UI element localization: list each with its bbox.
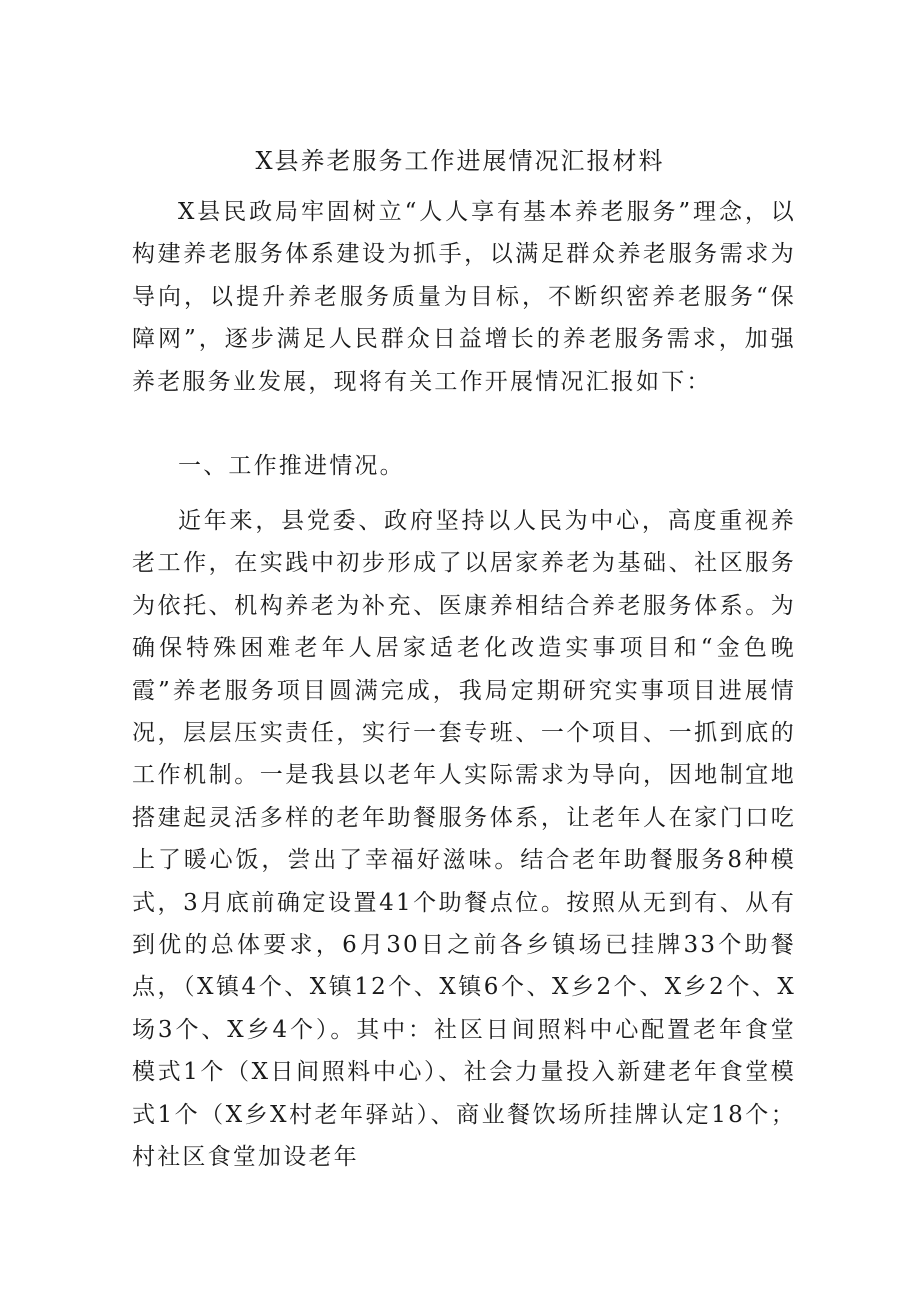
paragraph-work-progress: 近年来，县党委、政府坚持以人民为中心，高度重视养老工作，在实践中初步形成了以居家养老为基础、社区服务为依托、机构养老为补充、医康养相结合养老服务体系。为确保特殊困难老年人居家适老化改造实事项目和“金色晚霞”养老服务项目圆满完成，我局定期研究实事项目进展情况，层层压实责任，实行一套专班、一个项目、一抓到底的工作机制。一是我县以老年人实际需求为导向，因地制宜地搭建起灵活多样的老年助餐服务体系，让老年人在家门口吃上了暖心饭，尝出了幸福好滋味。结合老年助餐服务8种模式，3月底前确定设置41个助餐点位。按照从无到有、从有到优的总体要求，6月30日之前各乡镇场已挂牌33个助餐点，（X镇4个、X镇12个、X镇6个、X乡2个、X乡2个、X场3个、X乡4个）。其中：社区日间照料中心配置老年食堂模式1个（X日间照料中心）、社会力量投入新建老年食堂模式1个（X乡X村老年驿站）、商业餐饮场所挂牌认定18个；村社区食堂加设老年	[132, 508, 796, 1171]
section-heading-work-progress: 一、工作推进情况。	[178, 453, 405, 479]
document-title: X县养老服务工作进展情况汇报材料	[255, 147, 665, 175]
paragraph-intro: X县民政局牢固树立“人人享有基本养老服务”理念，以构建养老服务体系建设为抓手，以满足群众养老服务需求为导向，以提升养老服务质量为目标，不断织密养老服务“保障网”，逐步满足人民群众日益增长的养老服务需求，加强养老服务业发展，现将有关工作开展情况汇报如下：	[132, 199, 796, 395]
